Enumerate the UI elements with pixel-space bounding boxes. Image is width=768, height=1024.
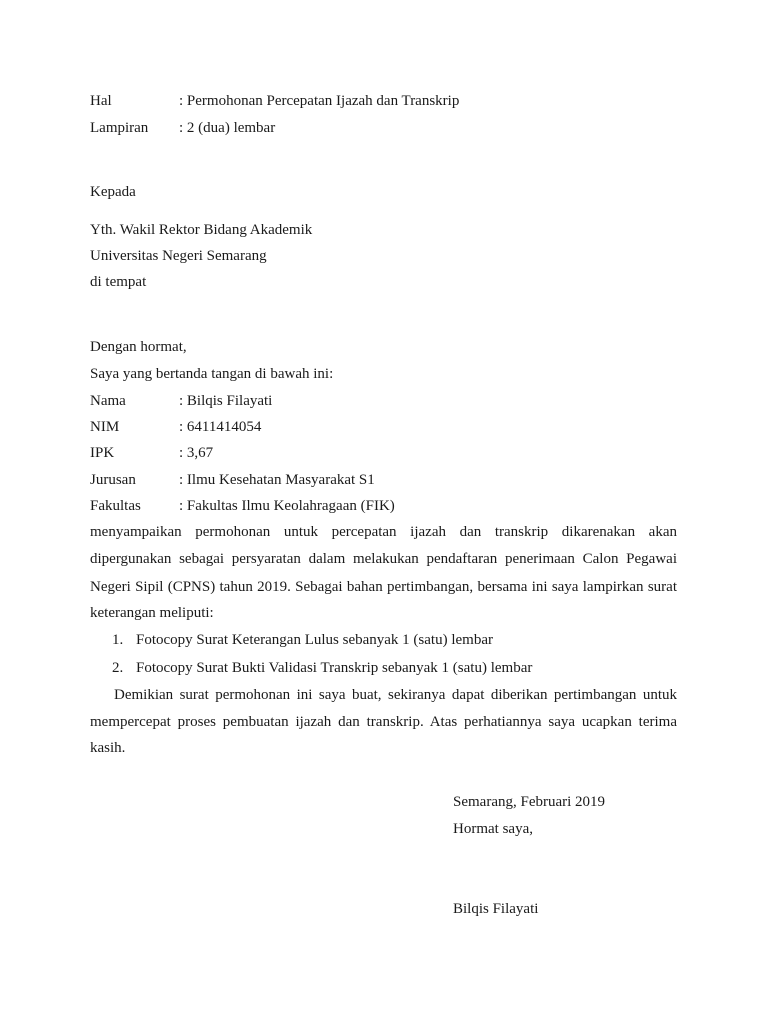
signature-place-date: Semarang, Februari 2019 <box>453 794 606 810</box>
identity-value: : Fakultas Ilmu Keolahragaan (FIK) <box>179 498 395 514</box>
list-number: 2. <box>112 660 124 676</box>
identity-row-nim <box>90 418 261 436</box>
identity-label: Nama <box>90 393 126 409</box>
identity-value: : Ilmu Kesehatan Masyarakat S1 <box>179 472 375 488</box>
body-paragraph-line: Negeri Sipil (CPNS) tahun 2019. Sebagai bahan pertimbangan, bersama ini saya lampirkan surat <box>90 579 677 595</box>
attachment-count-label: Lampiran <box>90 120 149 136</box>
signature-name: Bilqis Filayati <box>453 901 539 917</box>
intro-text: Saya yang bertanda tangan di bawah ini: <box>90 366 334 382</box>
identity-label: Fakultas <box>90 498 141 514</box>
body-paragraph-line: menyampaikan permohonan untuk percepatan ijazah dan transkrip dikarenakan akan <box>90 524 677 540</box>
identity-label: NIM <box>90 419 120 435</box>
identity-row-name <box>90 392 272 410</box>
recipient-to: Kepada <box>90 184 136 200</box>
body-paragraph-line: keterangan meliputi: <box>90 605 214 621</box>
recipient-institution: Universitas Negeri Semarang <box>90 248 267 264</box>
attachment-count-value: : 2 (dua) lembar <box>179 120 276 136</box>
list-number: 1. <box>112 632 124 648</box>
identity-value: : Bilqis Filayati <box>179 393 273 409</box>
subject-value: : Permohonan Percepatan Ijazah dan Transkrip <box>179 93 460 109</box>
attachment-count-row <box>90 119 275 137</box>
attachment-list-item <box>112 659 532 677</box>
recipient-title: Yth. Wakil Rektor Bidang Akademik <box>90 222 313 238</box>
closing-paragraph-line: Demikian surat permohonan ini saya buat, sekiranya dapat diberikan pertimbangan untuk <box>114 687 677 703</box>
identity-label: Jurusan <box>90 472 136 488</box>
list-text: Fotocopy Surat Bukti Validasi Transkrip sebanyak 1 (satu) lembar <box>136 660 533 676</box>
closing-paragraph-line: mempercepat proses pembuatan ijazah dan transkrip. Atas perhatiannya saya ucapkan terima <box>90 714 677 730</box>
identity-label: IPK <box>90 445 115 461</box>
identity-row-department <box>90 471 375 489</box>
identity-value: : 3,67 <box>179 445 214 461</box>
identity-value: : 6411414054 <box>179 419 262 435</box>
closing-paragraph-line: kasih. <box>90 740 126 756</box>
attachment-list-item <box>112 631 493 649</box>
subject-row <box>90 92 459 110</box>
identity-row-faculty <box>90 497 395 515</box>
salutation: Dengan hormat, <box>90 339 187 355</box>
body-paragraph-line: dipergunakan sebagai persyaratan dalam melakukan pendaftaran penerimaan Calon Pegawai <box>90 551 677 567</box>
subject-label: Hal <box>90 93 112 109</box>
identity-row-ipk <box>90 444 213 462</box>
list-text: Fotocopy Surat Keterangan Lulus sebanyak 1 (satu) lembar <box>136 632 493 648</box>
signature-regards: Hormat saya, <box>453 821 533 837</box>
recipient-location: di tempat <box>90 274 147 290</box>
